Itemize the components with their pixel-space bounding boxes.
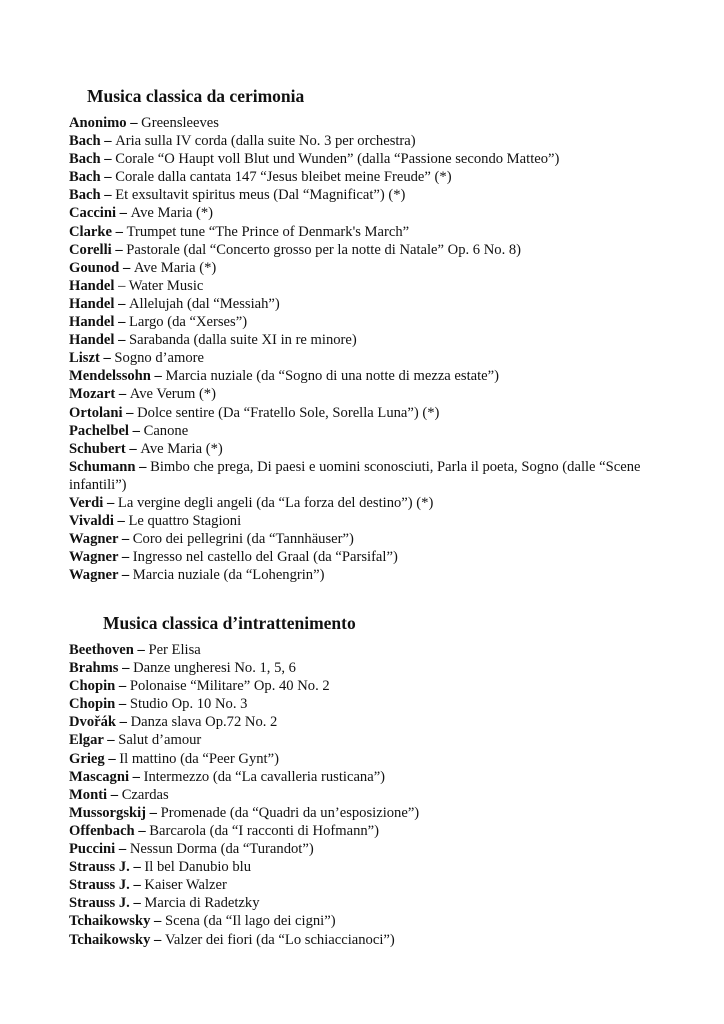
list-item bbox=[69, 677, 709, 695]
composer-name: Bach bbox=[69, 133, 101, 150]
list-item bbox=[69, 168, 709, 186]
composer-name: Wagner bbox=[69, 531, 119, 548]
composer-name: Monti bbox=[69, 786, 108, 803]
list-item bbox=[69, 458, 659, 494]
composer-name: Brahms bbox=[69, 660, 119, 677]
list-item bbox=[69, 566, 709, 584]
list-item bbox=[69, 695, 709, 713]
composer-name: Tchaikowsky bbox=[69, 931, 151, 948]
separator: – bbox=[150, 931, 165, 948]
list-item bbox=[69, 840, 709, 858]
list-item bbox=[69, 295, 709, 313]
list-item bbox=[69, 530, 709, 548]
separator: – bbox=[135, 458, 151, 475]
list-item bbox=[69, 750, 709, 768]
separator: – bbox=[118, 531, 133, 548]
work-title: Greensleeves bbox=[141, 115, 219, 131]
list-item bbox=[69, 641, 709, 659]
work-title: Sogno d’amore bbox=[114, 350, 204, 367]
list-item bbox=[69, 241, 709, 259]
separator: – bbox=[129, 895, 145, 912]
separator: – bbox=[150, 913, 165, 930]
composer-name: Wagner bbox=[69, 549, 119, 566]
list-item bbox=[69, 114, 709, 132]
composer-name: Clarke bbox=[69, 223, 112, 240]
work-title: Corale dalla cantata 147 “Jesus bleibet meine Freude” (*) bbox=[115, 169, 452, 186]
list-item bbox=[69, 731, 709, 749]
separator: – bbox=[100, 187, 116, 204]
list-item bbox=[69, 259, 709, 277]
separator: – bbox=[113, 513, 129, 530]
list-item bbox=[69, 912, 709, 930]
list-item bbox=[69, 804, 709, 822]
composer-name: Handel bbox=[69, 314, 115, 331]
list-item bbox=[69, 422, 709, 440]
work-title: Intermezzo (da “La cavalleria rusticana”) bbox=[143, 768, 386, 785]
separator: – bbox=[116, 714, 131, 731]
work-title: Scena (da “Il lago dei cigni”) bbox=[164, 913, 336, 930]
separator: – bbox=[116, 205, 131, 222]
work-title: Il mattino (da “Peer Gynt”) bbox=[119, 750, 279, 767]
separator: – bbox=[118, 660, 134, 677]
separator: – bbox=[122, 404, 138, 421]
list-item bbox=[69, 713, 709, 731]
work-title: Ave Maria (*) bbox=[130, 205, 214, 222]
work-title: Promenade (da “Quadri da un’esposizione”) bbox=[160, 804, 420, 821]
composer-name: Verdi bbox=[69, 494, 104, 511]
composer-name: Bach bbox=[69, 169, 101, 186]
work-title: Canone bbox=[143, 422, 189, 439]
work-title: Water Music bbox=[128, 277, 204, 294]
list-item bbox=[69, 367, 709, 385]
composer-name: Wagner bbox=[69, 567, 119, 584]
composer-name: Mozart bbox=[69, 386, 116, 403]
composer-name: Strauss J. bbox=[69, 877, 130, 894]
work-title: Danza slava Op.72 No. 2 bbox=[130, 714, 278, 731]
work-title: Ave Maria (*) bbox=[140, 440, 223, 457]
section-cerimonia bbox=[69, 85, 709, 584]
composer-name: Grieg bbox=[69, 750, 105, 767]
separator: – bbox=[107, 786, 122, 803]
list-item bbox=[69, 132, 709, 150]
composer-name: Caccini bbox=[69, 205, 117, 222]
work-title: Dolce sentire (Da “Fratello Sole, Sorella Luna”) (*) bbox=[137, 404, 440, 421]
work-title: Coro dei pellegrini (da “Tannhäuser”) bbox=[132, 531, 354, 548]
composer-name: Vivaldi bbox=[69, 513, 114, 530]
work-title: Barcarola (da “I racconti di Hofmann”) bbox=[149, 822, 379, 839]
work-title: Le quattro Stagioni bbox=[128, 513, 242, 530]
separator: – bbox=[119, 259, 134, 276]
work-title: Pastorale (dal “Concerto grosso per la notte di Natale” Op. 6 No. 8) bbox=[126, 241, 522, 258]
separator: – bbox=[134, 822, 150, 839]
composer-name: Liszt bbox=[69, 350, 100, 367]
work-title: Studio Op. 10 No. 3 bbox=[129, 696, 248, 713]
work-title: Marcia nuziale (da “Sogno di una notte di mezza estate”) bbox=[165, 368, 499, 385]
separator: – bbox=[100, 169, 116, 186]
composer-name: Dvořák bbox=[69, 714, 117, 731]
section-title: Musica classica d’intrattenimento bbox=[103, 613, 356, 633]
separator: – bbox=[126, 115, 142, 131]
separator: – bbox=[146, 804, 161, 821]
separator: – bbox=[100, 151, 116, 168]
separator: – bbox=[129, 422, 144, 439]
work-title: Salut d’amour bbox=[118, 732, 202, 749]
composer-name: Mendelssohn bbox=[69, 368, 151, 385]
composer-name: Ortolani bbox=[69, 404, 123, 421]
work-title: Bimbo che prega, Di paesi e uomini sconosciuti, Parla il poeta, Sogno (dalle “Scene infantili”) bbox=[69, 458, 641, 493]
work-title: Il bel Danubio blu bbox=[144, 859, 252, 876]
work-title: Aria sulla IV corda (dalla suite No. 3 per orchestra) bbox=[115, 133, 416, 150]
work-title: Czardas bbox=[121, 786, 169, 803]
list-item bbox=[69, 385, 709, 403]
composer-name: Handel bbox=[69, 332, 115, 349]
separator: – bbox=[115, 386, 130, 403]
list-item bbox=[69, 223, 709, 241]
list-item bbox=[69, 858, 709, 876]
composer-name: Corelli bbox=[69, 241, 112, 258]
list-item bbox=[69, 659, 709, 677]
work-title: Danze ungheresi No. 1, 5, 6 bbox=[133, 660, 296, 677]
composer-name: Strauss J. bbox=[69, 895, 130, 912]
composer-name: Chopin bbox=[69, 678, 116, 695]
list-item bbox=[69, 186, 709, 204]
work-title: Marcia nuziale (da “Lohengrin”) bbox=[132, 567, 325, 584]
composer-name: Beethoven bbox=[69, 642, 134, 658]
list-item bbox=[69, 876, 709, 894]
separator: – bbox=[103, 494, 118, 511]
work-title: Et exsultavit spiritus meus (Dal “Magnificat”) (*) bbox=[115, 187, 406, 204]
work-title: Ave Verum (*) bbox=[129, 386, 216, 403]
separator: – bbox=[111, 223, 127, 240]
composer-name: Handel bbox=[69, 277, 115, 294]
work-title: Marcia di Radetzky bbox=[144, 895, 260, 912]
work-title: Polonaise “Militare” Op. 40 No. 2 bbox=[129, 678, 330, 695]
list-item bbox=[69, 822, 709, 840]
composer-name: Anonimo bbox=[69, 115, 127, 131]
separator: – bbox=[129, 877, 145, 894]
separator: – bbox=[114, 314, 130, 331]
work-title: Ingresso nel castello del Graal (da “Parsifal”) bbox=[132, 549, 398, 566]
separator: – bbox=[118, 567, 133, 584]
composer-name: Bach bbox=[69, 187, 101, 204]
separator: – bbox=[115, 696, 130, 713]
list-item bbox=[69, 894, 709, 912]
separator: – bbox=[129, 768, 144, 785]
list-item bbox=[69, 204, 709, 222]
section-intrattenimento bbox=[69, 612, 709, 949]
work-title: Corale “O Haupt voll Blut und Wunden” (dalla “Passione secondo Matteo”) bbox=[115, 151, 560, 168]
entry-list bbox=[69, 114, 709, 584]
list-item bbox=[69, 768, 709, 786]
list-item bbox=[69, 349, 709, 367]
separator: – bbox=[103, 732, 119, 749]
work-title: Valzer dei fiori (da “Lo schiaccianoci”) bbox=[164, 931, 395, 948]
separator: – bbox=[114, 277, 129, 294]
section-title: Musica classica da cerimonia bbox=[87, 86, 305, 106]
composer-name: Strauss J. bbox=[69, 859, 130, 876]
list-item bbox=[69, 494, 709, 512]
separator: – bbox=[115, 678, 130, 695]
composer-name: Handel bbox=[69, 295, 115, 312]
work-title: Trumpet tune “The Prince of Denmark's March” bbox=[126, 223, 410, 240]
composer-name: Bach bbox=[69, 151, 101, 168]
work-title: La vergine degli angeli (da “La forza del destino”) (*) bbox=[117, 494, 434, 511]
separator: – bbox=[125, 440, 141, 457]
composer-name: Schubert bbox=[69, 440, 126, 457]
list-item bbox=[69, 404, 709, 422]
list-item bbox=[69, 150, 709, 168]
composer-name: Tchaikowsky bbox=[69, 913, 151, 930]
composer-name: Offenbach bbox=[69, 822, 135, 839]
list-item bbox=[69, 313, 709, 331]
separator: – bbox=[115, 841, 130, 858]
work-title: Sarabanda (dalla suite XI in re minore) bbox=[129, 332, 357, 349]
composer-name: Chopin bbox=[69, 696, 116, 713]
separator: – bbox=[114, 295, 130, 312]
composer-name: Elgar bbox=[69, 732, 104, 749]
list-item bbox=[69, 931, 709, 949]
work-title: Largo (da “Xerses”) bbox=[129, 314, 248, 331]
work-title: Per Elisa bbox=[148, 642, 201, 658]
composer-name: Mascagni bbox=[69, 768, 129, 785]
separator: – bbox=[129, 859, 145, 876]
composer-name: Gounod bbox=[69, 259, 120, 276]
composer-name: Pachelbel bbox=[69, 422, 129, 439]
composer-name: Mussorgskij bbox=[69, 804, 147, 821]
entry-list bbox=[69, 641, 709, 949]
separator: – bbox=[111, 241, 127, 258]
composer-name: Schumann bbox=[69, 458, 136, 475]
separator: – bbox=[100, 133, 116, 150]
list-item bbox=[69, 548, 709, 566]
list-item bbox=[69, 331, 709, 349]
work-title: Kaiser Walzer bbox=[144, 877, 227, 894]
separator: – bbox=[150, 368, 166, 385]
separator: – bbox=[118, 549, 133, 566]
list-item bbox=[69, 277, 709, 295]
work-title: Allelujah (dal “Messiah”) bbox=[129, 295, 280, 312]
separator: – bbox=[99, 350, 115, 367]
separator: – bbox=[104, 750, 120, 767]
work-title: Nessun Dorma (da “Turandot”) bbox=[129, 841, 314, 858]
separator: – bbox=[114, 332, 130, 349]
list-item bbox=[69, 440, 709, 458]
list-item bbox=[69, 512, 709, 530]
composer-name: Puccini bbox=[69, 841, 116, 858]
work-title: Ave Maria (*) bbox=[133, 259, 217, 276]
list-item bbox=[69, 786, 709, 804]
separator: – bbox=[133, 642, 149, 658]
